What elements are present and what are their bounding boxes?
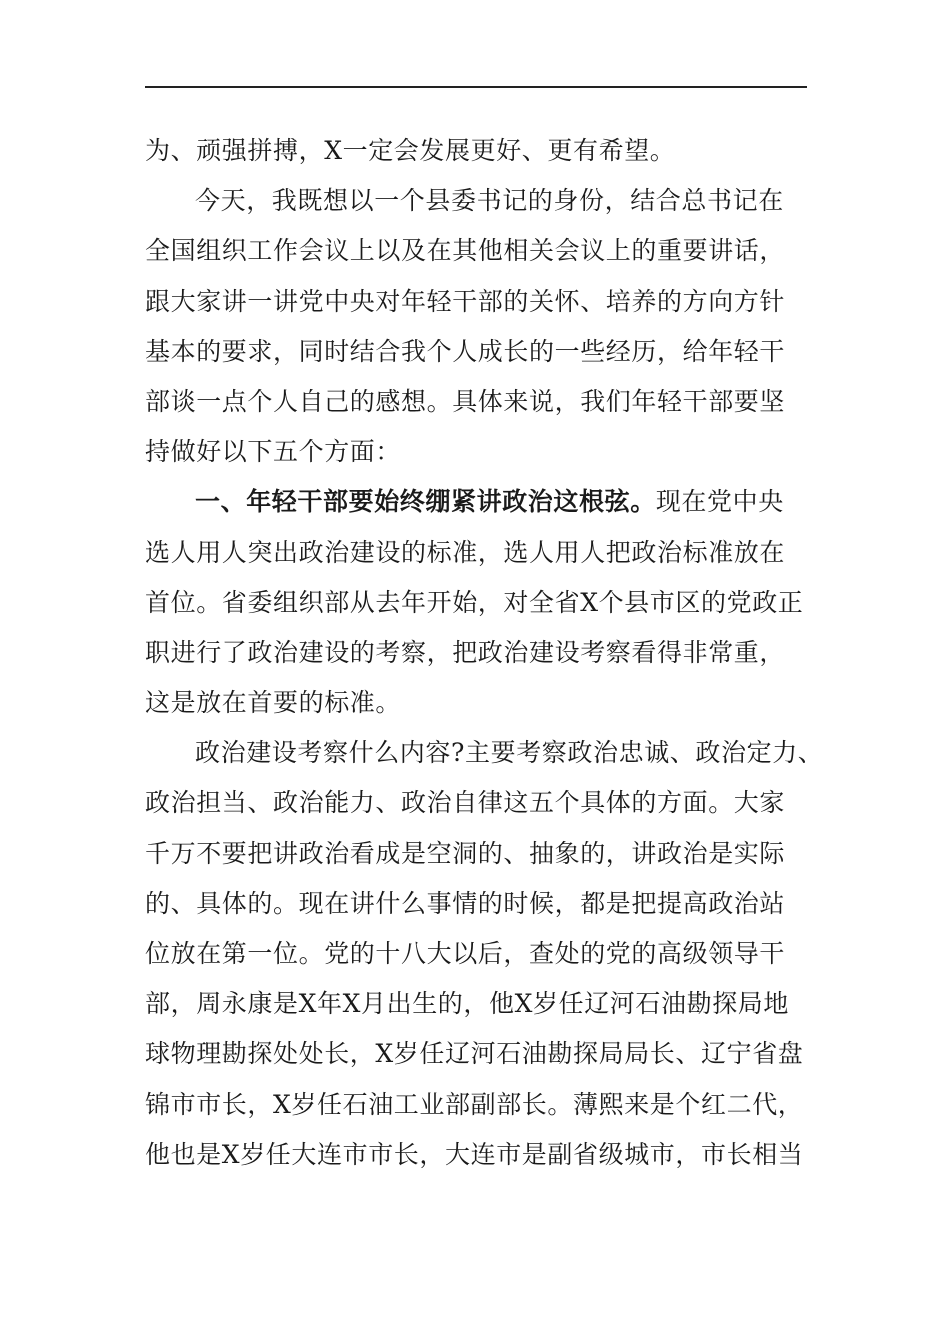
- text-line: 的、具体的。现在讲什么事情的时候，都是把提高政治站: [145, 888, 786, 918]
- text-line: 这是放在首要的标准。: [145, 688, 402, 718]
- text-line: 全国组织工作会议上以及在其他相关会议上的重要讲话，: [145, 236, 786, 266]
- text-line: 部，周永康是X年X月出生的，他X岁任辽河石油勘探局地: [145, 989, 789, 1019]
- text-line: 选人用人突出政治建设的标准，选人用人把政治标准放在: [145, 537, 786, 567]
- text-line: 今天，我既想以一个县委书记的身份，结合总书记在: [195, 186, 784, 216]
- text-line: 千万不要把讲政治看成是空洞的、抽象的，讲政治是实际: [145, 838, 786, 868]
- section-heading: 一、年轻干部要始终绷紧讲政治这根弦。: [195, 487, 656, 517]
- text-line: 首位。省委组织部从去年开始，对全省X个县市区的党政正: [145, 587, 804, 617]
- text-segment: 现在党中央: [655, 487, 784, 517]
- document-body: [145, 126, 825, 1180]
- text-line: 基本的要求，同时结合我个人成长的一些经历，给年轻干: [145, 336, 786, 366]
- text-line: 为、顽强拼搏，X一定会发展更好、更有希望。: [145, 136, 676, 165]
- text-line: 部谈一点个人自己的感想。具体来说，我们年轻干部要坚: [145, 386, 786, 416]
- header-rule: [145, 86, 807, 88]
- text-line: 政治建设考察什么内容?主要考察政治忠诚、政治定力、: [195, 738, 824, 768]
- text-line: 他也是X岁任大连市市长，大连市是副省级城市，市长相当: [145, 1139, 804, 1169]
- section-heading-line: [145, 477, 825, 527]
- text-line: 持做好以下五个方面：: [145, 437, 402, 467]
- text-line: 职进行了政治建设的考察，把政治建设考察看得非常重，: [145, 637, 786, 667]
- text-line: 政治担当、政治能力、政治自律这五个具体的方面。大家: [145, 788, 786, 818]
- text-line: 锦市市长，X岁任石油工业部副部长。薄熙来是个红二代，: [145, 1089, 804, 1119]
- text-line: 球物理勘探处处长，X岁任辽河石油勘探局局长、辽宁省盘: [145, 1039, 804, 1069]
- text-line: 跟大家讲一讲党中央对年轻干部的关怀、培养的方向方针: [145, 286, 786, 316]
- text-line: 位放在第一位。党的十八大以后，查处的党的高级领导干: [145, 939, 786, 968]
